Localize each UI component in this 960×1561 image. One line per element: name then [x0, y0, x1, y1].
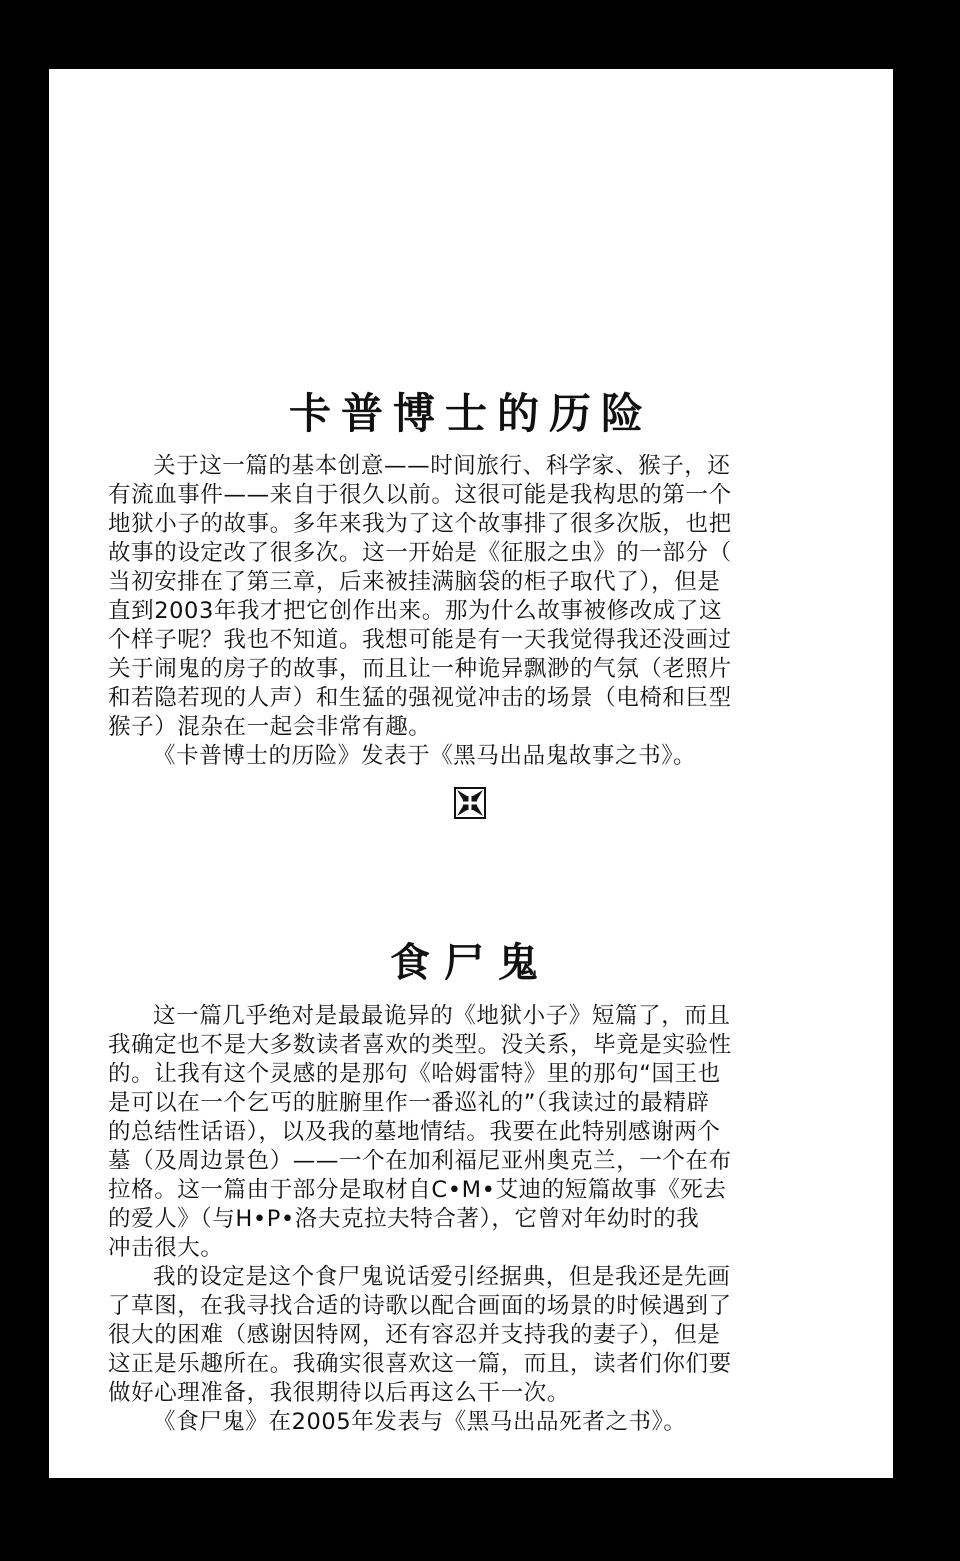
section-title-ghoul: 食尸鬼	[390, 940, 552, 986]
text-line: 我确定也不是大多数读者喜欢的类型。没关系，毕竟是实验性	[108, 1032, 732, 1058]
book-page	[49, 69, 893, 1478]
text-line: 关于闹鬼的房子的故事，而且让一种诡异飘渺的气氛（老照片	[108, 656, 732, 682]
maltese-cross-icon	[454, 787, 486, 819]
text-line: 这正是乐趣所在。我确实很喜欢这一篇，而且，读者们你们要	[108, 1351, 732, 1377]
publication-note: 《食尸鬼》在2005年发表与《黑马出品死者之书》。	[153, 1409, 687, 1435]
text-line: 冲击很大。	[108, 1235, 224, 1261]
publication-note: 《卡普博士的历险》发表于《黑马出品鬼故事之书》。	[153, 743, 697, 769]
text-line: 墓（及周边景色）——一个在加利福尼亚州奥克兰，一个在布	[108, 1148, 732, 1174]
section-body-ghoul	[108, 1002, 828, 1437]
text-line: 了草图，在我寻找合适的诗歌以配合画面的场景的时候遇到了	[108, 1293, 732, 1319]
text-line: 我的设定是这个食尸鬼说话爱引经据典，但是我还是先画	[153, 1264, 731, 1290]
text-line: 拉格。这一篇由于部分是取材自C•M•艾迪的短篇故事《死去	[108, 1177, 727, 1203]
text-line: 这一篇几乎绝对是最最诡异的《地狱小子》短篇了，而且	[153, 1003, 731, 1029]
text-line: 是可以在一个乞丐的脏腑里作一番巡礼的”（我读过的最精辟	[108, 1090, 710, 1116]
section-body-doctor-carp	[108, 452, 828, 771]
text-line: 和若隐若现的人声）和生猛的强视觉冲击的场景（电椅和巨型	[108, 685, 732, 711]
text-line: 直到2003年我才把它创作出来。那为什么故事被修改成了这	[108, 598, 723, 624]
text-line: 有流血事件——来自于很久以前。这很可能是我构思的第一个	[108, 482, 732, 508]
section-title-doctor-carp: 卡普博士的历险	[288, 389, 653, 438]
text-line: 当初安排在了第三章，后来被挂满脑袋的柜子取代了），但是	[108, 569, 721, 595]
text-line: 的。让我有这个灵感的是那句《哈姆雷特》里的那句“国王也	[108, 1061, 721, 1087]
text-line: 个样子呢？我也不知道。我想可能是有一天我觉得我还没画过	[108, 627, 732, 653]
text-line: 很大的困难（感谢因特网，还有容忍并支持我的妻子），但是	[108, 1322, 721, 1348]
text-line: 猴子）混杂在一起会非常有趣。	[108, 714, 432, 740]
text-line: 地狱小子的故事。多年来我为了这个故事排了很多次版，也把	[108, 511, 732, 537]
text-line: 的爱人》（与H•P•洛夫克拉夫特合著），它曾对年幼时的我	[108, 1206, 700, 1232]
text-line: 故事的设定改了很多次。这一开始是《征服之虫》的一部分（	[108, 540, 732, 566]
text-line: 关于这一篇的基本创意——时间旅行、科学家、猴子，还	[153, 453, 731, 479]
text-line: 的总结性话语），以及我的墓地情结。我要在此特别感谢两个	[108, 1119, 721, 1145]
text-line: 做好心理准备，我很期待以后再这么干一次。	[108, 1380, 571, 1406]
